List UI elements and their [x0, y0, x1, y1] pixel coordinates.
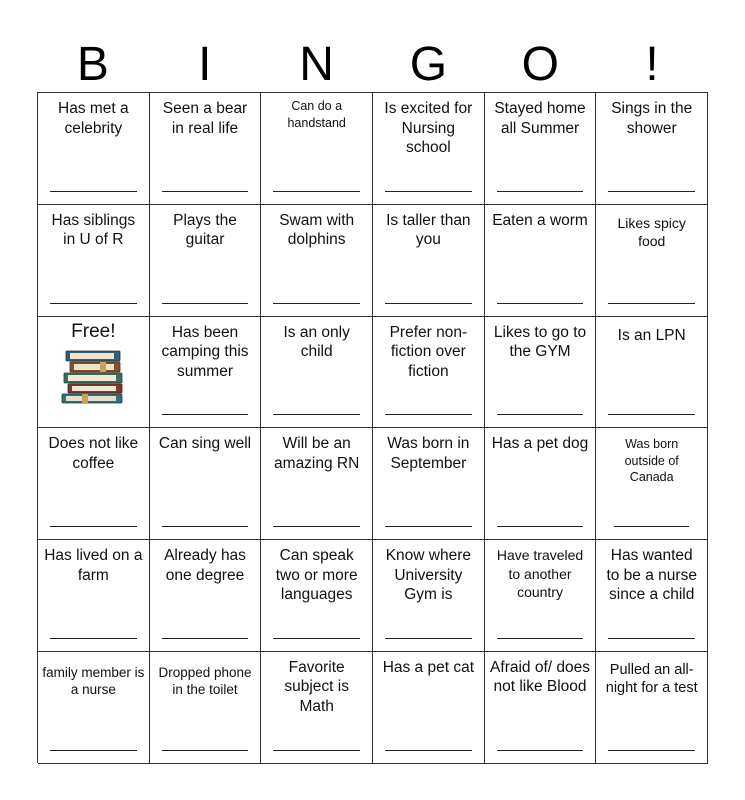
- signature-line[interactable]: [50, 303, 137, 304]
- stack-of-books-icon: [60, 346, 126, 406]
- signature-line[interactable]: [385, 750, 472, 751]
- cell-text: Has been camping this summer: [161, 323, 249, 380]
- bingo-cell[interactable]: [150, 93, 262, 205]
- signature-line[interactable]: [608, 414, 695, 415]
- board-row-5: [38, 540, 708, 652]
- cell-text: Favorite subject is Math: [284, 658, 349, 715]
- bingo-cell[interactable]: [373, 428, 485, 540]
- cell-text: Already has one degree: [164, 547, 246, 584]
- bingo-cell[interactable]: [150, 205, 262, 317]
- cell-text: Can speak two or more languages: [275, 547, 358, 604]
- bingo-cell[interactable]: [38, 205, 150, 317]
- cell-text: Afraid of/ does not like Blood: [490, 658, 590, 696]
- signature-line[interactable]: [162, 191, 249, 192]
- signature-line[interactable]: [385, 303, 472, 304]
- title-exclamation: !: [645, 38, 659, 91]
- title-letter-n: N: [299, 38, 334, 91]
- bingo-cell[interactable]: [596, 428, 708, 540]
- signature-line[interactable]: [385, 526, 472, 527]
- cell-text: Have traveled to another country: [496, 547, 584, 601]
- signature-line[interactable]: [273, 526, 360, 527]
- cell-text: Has a pet cat: [382, 658, 475, 676]
- signature-line[interactable]: [497, 638, 584, 639]
- bingo-cell[interactable]: [261, 652, 373, 764]
- signature-line[interactable]: [273, 750, 360, 751]
- signature-line[interactable]: [50, 750, 137, 751]
- bingo-cell[interactable]: [596, 317, 708, 429]
- signature-line[interactable]: [608, 638, 695, 639]
- signature-line[interactable]: [497, 303, 584, 304]
- board-row-1: [38, 93, 708, 205]
- cell-text: Does not like coffee: [48, 435, 139, 472]
- signature-line[interactable]: [162, 750, 249, 751]
- bingo-cell[interactable]: [485, 540, 597, 652]
- cell-text: Swam with dolphins: [279, 211, 355, 249]
- cell-text: Can do a handstand: [287, 99, 346, 130]
- cell-text: Has wanted to be a nurse since a child: [606, 547, 697, 604]
- board-row-3: [38, 317, 708, 429]
- title-letter-g: G: [409, 38, 448, 91]
- title-letter-i: I: [198, 38, 212, 91]
- signature-line[interactable]: [50, 638, 137, 639]
- cell-text: Plays the guitar: [173, 211, 237, 249]
- signature-line[interactable]: [162, 414, 249, 415]
- cell-text: Likes spicy food: [617, 214, 686, 249]
- bingo-cell[interactable]: [373, 205, 485, 317]
- cell-text: Likes to go to the GYM: [493, 323, 587, 361]
- signature-line[interactable]: [608, 191, 695, 192]
- signature-line[interactable]: [497, 191, 584, 192]
- signature-line[interactable]: [50, 191, 137, 192]
- bingo-cell[interactable]: [485, 428, 597, 540]
- bingo-cell[interactable]: [485, 652, 597, 764]
- cell-text: Prefer non-fiction over fiction: [389, 323, 468, 380]
- bingo-cell[interactable]: [150, 428, 262, 540]
- bingo-cell[interactable]: [261, 317, 373, 429]
- board-row-4: [38, 428, 708, 540]
- bingo-cell[interactable]: [150, 317, 262, 429]
- signature-line[interactable]: [162, 638, 249, 639]
- cell-text: Is excited for Nursing school: [384, 100, 473, 156]
- signature-line[interactable]: [273, 303, 360, 304]
- board-row-6: [38, 652, 708, 764]
- cell-text: Is an only child: [283, 323, 350, 361]
- bingo-title: [37, 38, 708, 92]
- signature-line[interactable]: [273, 414, 360, 415]
- signature-line[interactable]: [497, 750, 584, 751]
- bingo-cell[interactable]: [596, 540, 708, 652]
- signature-line[interactable]: [50, 526, 137, 527]
- bingo-cell[interactable]: [150, 652, 262, 764]
- cell-text: Has siblings in U of R: [51, 211, 136, 249]
- bingo-cell[interactable]: [596, 205, 708, 317]
- bingo-cell[interactable]: [373, 317, 485, 429]
- cell-text: Has lived on a farm: [44, 547, 143, 584]
- bingo-cell[interactable]: [485, 93, 597, 205]
- bingo-cell[interactable]: [38, 93, 150, 205]
- cell-text: Pulled an all-night for a test: [605, 661, 698, 697]
- cell-text: family member is a nurse: [42, 664, 145, 697]
- bingo-cell[interactable]: [485, 317, 597, 429]
- bingo-cell[interactable]: [596, 93, 708, 205]
- bingo-cell[interactable]: [38, 428, 150, 540]
- signature-line[interactable]: [162, 526, 249, 527]
- title-letter-b: B: [76, 38, 109, 91]
- free-cell[interactable]: [38, 317, 150, 429]
- signature-line[interactable]: [608, 750, 695, 751]
- free-label: Free!: [71, 320, 116, 342]
- bingo-cell[interactable]: [373, 652, 485, 764]
- bingo-cell[interactable]: [596, 652, 708, 764]
- bingo-cell[interactable]: [261, 205, 373, 317]
- cell-text: Has met a celebrity: [58, 100, 129, 137]
- signature-line[interactable]: [614, 526, 689, 527]
- cell-text: Was born in September: [387, 435, 470, 472]
- cell-text: Know where University Gym is: [385, 547, 471, 604]
- cell-text: Is taller than you: [386, 211, 471, 249]
- signature-line[interactable]: [273, 191, 360, 192]
- signature-line[interactable]: [273, 638, 360, 639]
- bingo-cell[interactable]: [261, 540, 373, 652]
- bingo-cell[interactable]: [261, 428, 373, 540]
- cell-text: Has a pet dog: [491, 435, 589, 453]
- signature-line[interactable]: [497, 414, 584, 415]
- signature-line[interactable]: [608, 303, 695, 304]
- bingo-cell[interactable]: [38, 652, 150, 764]
- cell-text: Will be an amazing RN: [274, 435, 360, 472]
- signature-line[interactable]: [385, 638, 472, 639]
- signature-line[interactable]: [385, 191, 472, 192]
- cell-text: Eaten a worm: [492, 211, 588, 229]
- bingo-cell[interactable]: [261, 93, 373, 205]
- cell-text: Was born outside of Canada: [624, 437, 679, 485]
- cell-text: Dropped phone in the toilet: [158, 664, 252, 697]
- cell-text: Stayed home all Summer: [494, 100, 586, 137]
- cell-text: Can sing well: [158, 435, 252, 453]
- bingo-cell[interactable]: [150, 540, 262, 652]
- signature-line[interactable]: [162, 303, 249, 304]
- cell-text: Sings in the shower: [611, 100, 693, 137]
- board-row-2: [38, 205, 708, 317]
- bingo-board: [37, 92, 708, 763]
- cell-text: Seen a bear in real life: [162, 100, 248, 137]
- cell-text: Is an LPN: [617, 326, 686, 344]
- bingo-cell[interactable]: [485, 205, 597, 317]
- title-letter-o: O: [521, 38, 559, 91]
- signature-line[interactable]: [497, 526, 584, 527]
- bingo-cell[interactable]: [373, 93, 485, 205]
- signature-line[interactable]: [385, 414, 472, 415]
- bingo-cell[interactable]: [373, 540, 485, 652]
- bingo-cell[interactable]: [38, 540, 150, 652]
